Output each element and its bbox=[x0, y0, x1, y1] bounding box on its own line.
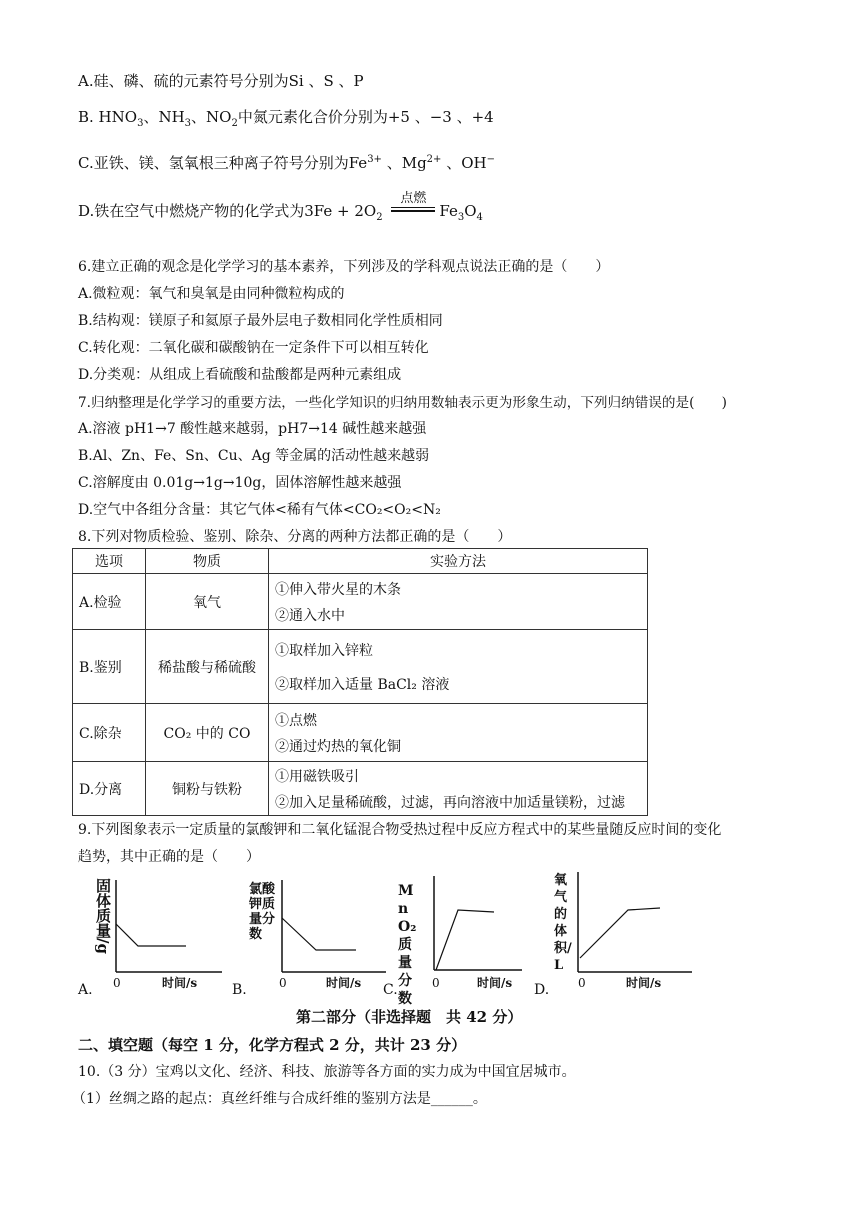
row-option: C.除杂 bbox=[73, 704, 146, 762]
table-row bbox=[73, 630, 648, 704]
d-sub-1: 3 bbox=[457, 212, 465, 223]
table-row bbox=[73, 762, 648, 816]
q5-c-pre: C.亚铁、镁、氢氧根三种离子符号分别为Fe bbox=[78, 154, 368, 172]
q6-option-b: B.结构观：镁原子和氦原子最外层电子数相同化学性质相同 bbox=[78, 313, 443, 329]
row-option: B.鉴别 bbox=[73, 630, 146, 704]
reaction-arrow bbox=[387, 192, 439, 212]
reaction-condition: 点燃 bbox=[400, 191, 427, 206]
row-method bbox=[269, 574, 648, 630]
method-1: ①用磁铁吸引 bbox=[275, 768, 359, 785]
part-two-title: 第二部分（非选择题 共 42 分） bbox=[296, 1008, 523, 1026]
q5-option-a: A.硅、磷、硫的元素符号分别为Si 、S 、P bbox=[78, 72, 364, 90]
row-method bbox=[269, 630, 648, 704]
table-row bbox=[73, 704, 648, 762]
method-2: ②通过灼热的氧化铜 bbox=[275, 738, 401, 755]
method-1: ①取样加入锌粒 bbox=[275, 642, 373, 659]
q6-option-c: C.转化观：二氧化碳和碳酸钠在一定条件下可以相互转化 bbox=[78, 340, 429, 356]
oh-charge: − bbox=[486, 154, 495, 165]
method-2: ②加入足量稀硫酸，过滤，再向溶液中加适量镁粉，过滤 bbox=[275, 794, 625, 811]
header-substance: 物质 bbox=[146, 549, 269, 574]
graph-c-label: C. bbox=[383, 982, 398, 998]
method-1: ①点燃 bbox=[275, 712, 317, 729]
q5-d-product: Fe bbox=[439, 202, 458, 220]
method-1: ①伸入带火星的木条 bbox=[275, 581, 401, 598]
method-2: ②取样加入适量 BaCl₂ 溶液 bbox=[275, 676, 450, 693]
q7-option-c: C.溶解度由 0.01g→1g→10g，固体溶解性越来越强 bbox=[78, 475, 402, 491]
graph-c-xlabel: 时间/s bbox=[477, 976, 513, 990]
q5-b-mid1: 、NH bbox=[143, 108, 185, 126]
graph-a-origin: 0 bbox=[113, 976, 121, 990]
graph-a-xlabel: 时间/s bbox=[162, 976, 198, 990]
graph-a-ylabel: 固体质量/g bbox=[94, 878, 112, 954]
graph-d-plot bbox=[572, 872, 702, 980]
graph-d-origin: 0 bbox=[578, 976, 586, 990]
table-row bbox=[73, 574, 648, 630]
q5-option-d: D.铁在空气中燃烧产物的化学式为$3Fe + 2O_2$ 点燃 $Fe_3O_4$ bbox=[78, 191, 483, 223]
graph-b-label: B. bbox=[232, 982, 247, 998]
q6-option-d: D.分类观：从组成上看硫酸和盐酸都是两种元素组成 bbox=[78, 367, 402, 383]
q5-b-pre: B. HNO bbox=[78, 108, 138, 126]
graph-a-plot bbox=[110, 880, 230, 980]
graph-c-origin: 0 bbox=[432, 976, 440, 990]
row-method bbox=[269, 704, 648, 762]
q7-stem: 7.归纳整理是化学学习的重要方法，一些化学知识的归纳用数轴表示更为形象生动，下列归纳错误的是( ) bbox=[78, 395, 727, 411]
q8-table bbox=[72, 548, 648, 816]
row-substance: 稀盐酸与稀硫酸 bbox=[146, 630, 269, 704]
q8-stem: 8.下列对物质检验、鉴别、除杂、分离的两种方法都正确的是（ ） bbox=[78, 529, 512, 545]
q5-b-mid2: 、NO bbox=[191, 108, 232, 126]
graph-b-ylabel: 氯酸钾质量分数 bbox=[249, 882, 276, 942]
q9-stem-1: 9.下列图象表示一定质量的氯酸钾和二氧化锰混合物受热过程中反应方程式中的某些量随反应时间的变化 bbox=[78, 822, 722, 838]
row-substance: 氧气 bbox=[146, 574, 269, 630]
fe-charge: 3+ bbox=[367, 154, 382, 165]
q6-option-a: A.微粒观：氧气和臭氧是由同种微粒构成的 bbox=[78, 286, 345, 302]
q7-option-a: A.溶液 pH1→7 酸性越来越弱，pH7→14 碱性越来越强 bbox=[78, 421, 427, 437]
q9-stem-2: 趋势，其中正确的是（ ） bbox=[78, 849, 260, 865]
graph-a-label: A. bbox=[78, 982, 93, 998]
q10-part-1: （1）丝绸之路的起点：真丝纤维与合成纤维的鉴别方法是______。 bbox=[72, 1091, 487, 1107]
q7-option-d: D.空气中各组分含量：其它气体<稀有气体<CO₂<O₂<N₂ bbox=[78, 502, 441, 518]
row-option: A.检验 bbox=[73, 574, 146, 630]
mg-charge: 2+ bbox=[426, 154, 442, 165]
header-option: 选项 bbox=[73, 549, 146, 574]
method-2: ②通入水中 bbox=[275, 607, 345, 624]
q7-option-b: B.Al、Zn、Fe、Sn、Cu、Ag 等金属的活动性越来越弱 bbox=[78, 448, 430, 464]
section-heading: 二、填空题（每空 1 分，化学方程式 2 分，共计 23 分） bbox=[78, 1036, 467, 1054]
header-method: 实验方法 bbox=[269, 549, 648, 574]
q5-d-pre: D.铁在空气中燃烧产物的化学式为3Fe + 2O bbox=[78, 202, 377, 220]
row-method bbox=[269, 762, 648, 816]
q5-b-rest: 中氮元素化合价分别为+5 、−3 、+4 bbox=[237, 108, 494, 126]
row-substance: 铜粉与铁粉 bbox=[146, 762, 269, 816]
q5-option-c: C.亚铁、镁、氢氧根三种离子符号分别为$Fe^{3+}$ 、$Mg^{2+}$ 、OH− bbox=[78, 154, 495, 172]
q5-option-b: B. $HNO_3$、$NH_3$、$NO_2$中氮元素化合价分别为+5 、−3 、+4 bbox=[78, 108, 494, 129]
graph-c-ylabel: MnO₂质量分数 bbox=[398, 883, 417, 1007]
graph-b-xlabel: 时间/s bbox=[326, 976, 362, 990]
graph-d-ylabel: 氧气的体积/L bbox=[554, 873, 572, 973]
q10-stem: 10.（3 分）宝鸡以文化、经济、科技、旅游等各方面的实力成为中国宜居城市。 bbox=[78, 1064, 576, 1080]
graph-d-label: D. bbox=[534, 982, 550, 998]
graph-b-origin: 0 bbox=[279, 976, 287, 990]
q6-stem: 6.建立正确的观念是化学学习的基本素养，下列涉及的学科观点说法正确的是（ ） bbox=[78, 259, 610, 275]
row-option: D.分离 bbox=[73, 762, 146, 816]
row-substance: CO₂ 中的 CO bbox=[146, 704, 269, 762]
graph-d-xlabel: 时间/s bbox=[626, 976, 662, 990]
d-sub-2: 4 bbox=[476, 212, 483, 223]
graph-c-plot bbox=[428, 876, 528, 978]
graph-b-plot bbox=[276, 880, 392, 980]
